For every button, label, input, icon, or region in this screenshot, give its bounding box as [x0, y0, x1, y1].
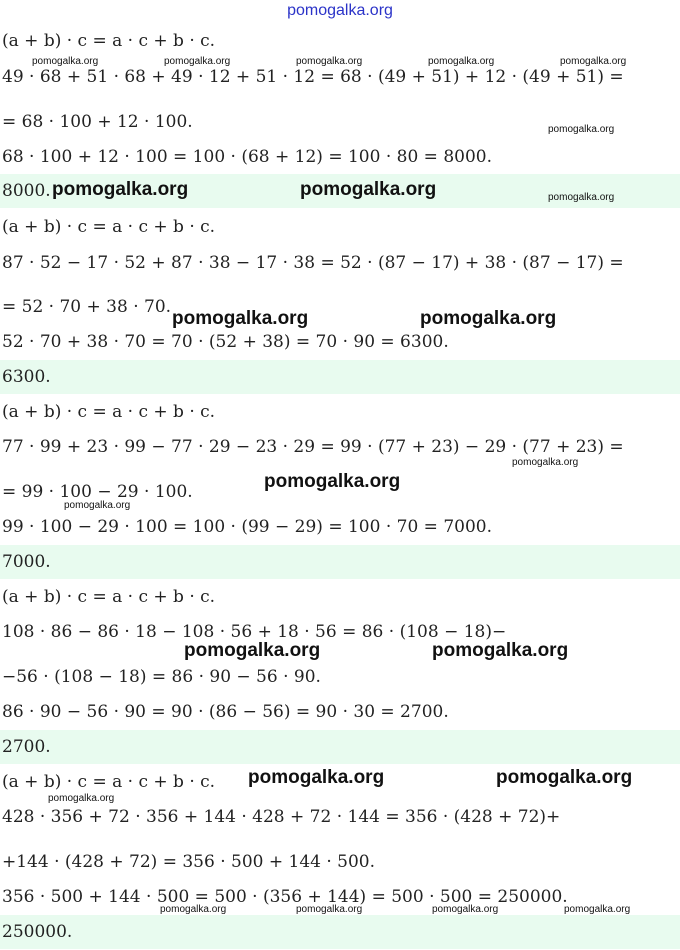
- formula-line: +144 · (428 + 72) = 356 · 500 + 144 · 500.: [2, 852, 376, 872]
- watermark: pomogalka.org: [32, 56, 99, 67]
- formula-line: 52 · 70 + 38 · 70 = 70 · (52 + 38) = 70 · 90 = 6300.: [2, 332, 449, 352]
- watermark: pomogalka.org: [420, 308, 557, 329]
- watermark: pomogalka.org: [296, 56, 363, 67]
- formula-line: (a + b) · c = a · c + b · c.: [2, 402, 216, 422]
- answer-line: 7000.: [0, 545, 680, 579]
- formula-line: 108 · 86 − 86 · 18 − 108 · 56 + 18 · 56 = 86 · (108 − 18)−: [2, 622, 507, 642]
- formula-line: (a + b) · c = a · c + b · c.: [2, 217, 216, 237]
- watermark: pomogalka.org: [164, 56, 231, 67]
- answer-line: 250000.: [0, 915, 680, 949]
- formula-line: (a + b) · c = a · c + b · c.: [2, 772, 216, 792]
- answer-line: 8000.: [0, 174, 680, 208]
- formula-line: 68 · 100 + 12 · 100 = 100 · (68 + 12) = 100 · 80 = 8000.: [2, 147, 492, 167]
- watermark: pomogalka.org: [48, 793, 115, 804]
- formula-line: (a + b) · c = a · c + b · c.: [2, 31, 216, 51]
- formula-line: = 99 · 100 − 29 · 100.: [2, 482, 193, 502]
- formula-line: 356 · 500 + 144 · 500 = 500 · (356 + 144) = 500 · 500 = 250000.: [2, 887, 568, 907]
- watermark: pomogalka.org: [548, 192, 615, 203]
- formula-line: 99 · 100 − 29 · 100 = 100 · (99 − 29) = 100 · 70 = 7000.: [2, 517, 492, 537]
- watermark: pomogalka.org: [52, 179, 189, 200]
- watermark: pomogalka.org: [160, 904, 227, 915]
- watermark: pomogalka.org: [184, 640, 321, 661]
- answer-line: 2700.: [0, 730, 680, 764]
- formula-line: = 68 · 100 + 12 · 100.: [2, 112, 193, 132]
- formula-line: 86 · 90 − 56 · 90 = 90 · (86 − 56) = 90 · 30 = 2700.: [2, 702, 449, 722]
- watermark: pomogalka.org: [432, 640, 569, 661]
- watermark: pomogalka.org: [64, 500, 131, 511]
- answer-line: 6300.: [0, 360, 680, 394]
- watermark: pomogalka.org: [432, 904, 499, 915]
- watermark: pomogalka.org: [264, 471, 401, 492]
- formula-line: 77 · 99 + 23 · 99 − 77 · 29 − 23 · 29 = 99 · (77 + 23) − 29 · (77 + 23) =: [2, 437, 624, 457]
- formula-line: 87 · 52 − 17 · 52 + 87 · 38 − 17 · 38 = 52 · (87 − 17) + 38 · (87 − 17) =: [2, 253, 624, 273]
- formula-line: 428 · 356 + 72 · 356 + 144 · 428 + 72 · 144 = 356 · (428 + 72)+: [2, 807, 561, 827]
- watermark: pomogalka.org: [300, 179, 437, 200]
- watermark: pomogalka.org: [564, 904, 631, 915]
- site-link[interactable]: pomogalka.org: [287, 2, 393, 19]
- watermark: pomogalka.org: [496, 767, 633, 788]
- watermark: pomogalka.org: [248, 767, 385, 788]
- watermark: pomogalka.org: [560, 56, 627, 67]
- watermark: pomogalka.org: [172, 308, 309, 329]
- watermark: pomogalka.org: [512, 457, 579, 468]
- watermark: pomogalka.org: [548, 124, 615, 135]
- formula-line: 49 · 68 + 51 · 68 + 49 · 12 + 51 · 12 = 68 · (49 + 51) + 12 · (49 + 51) =: [2, 67, 624, 87]
- watermark: pomogalka.org: [296, 904, 363, 915]
- formula-line: = 52 · 70 + 38 · 70.: [2, 297, 172, 317]
- formula-line: −56 · (108 − 18) = 86 · 90 − 56 · 90.: [2, 667, 321, 687]
- watermark: pomogalka.org: [428, 56, 495, 67]
- formula-line: (a + b) · c = a · c + b · c.: [2, 587, 216, 607]
